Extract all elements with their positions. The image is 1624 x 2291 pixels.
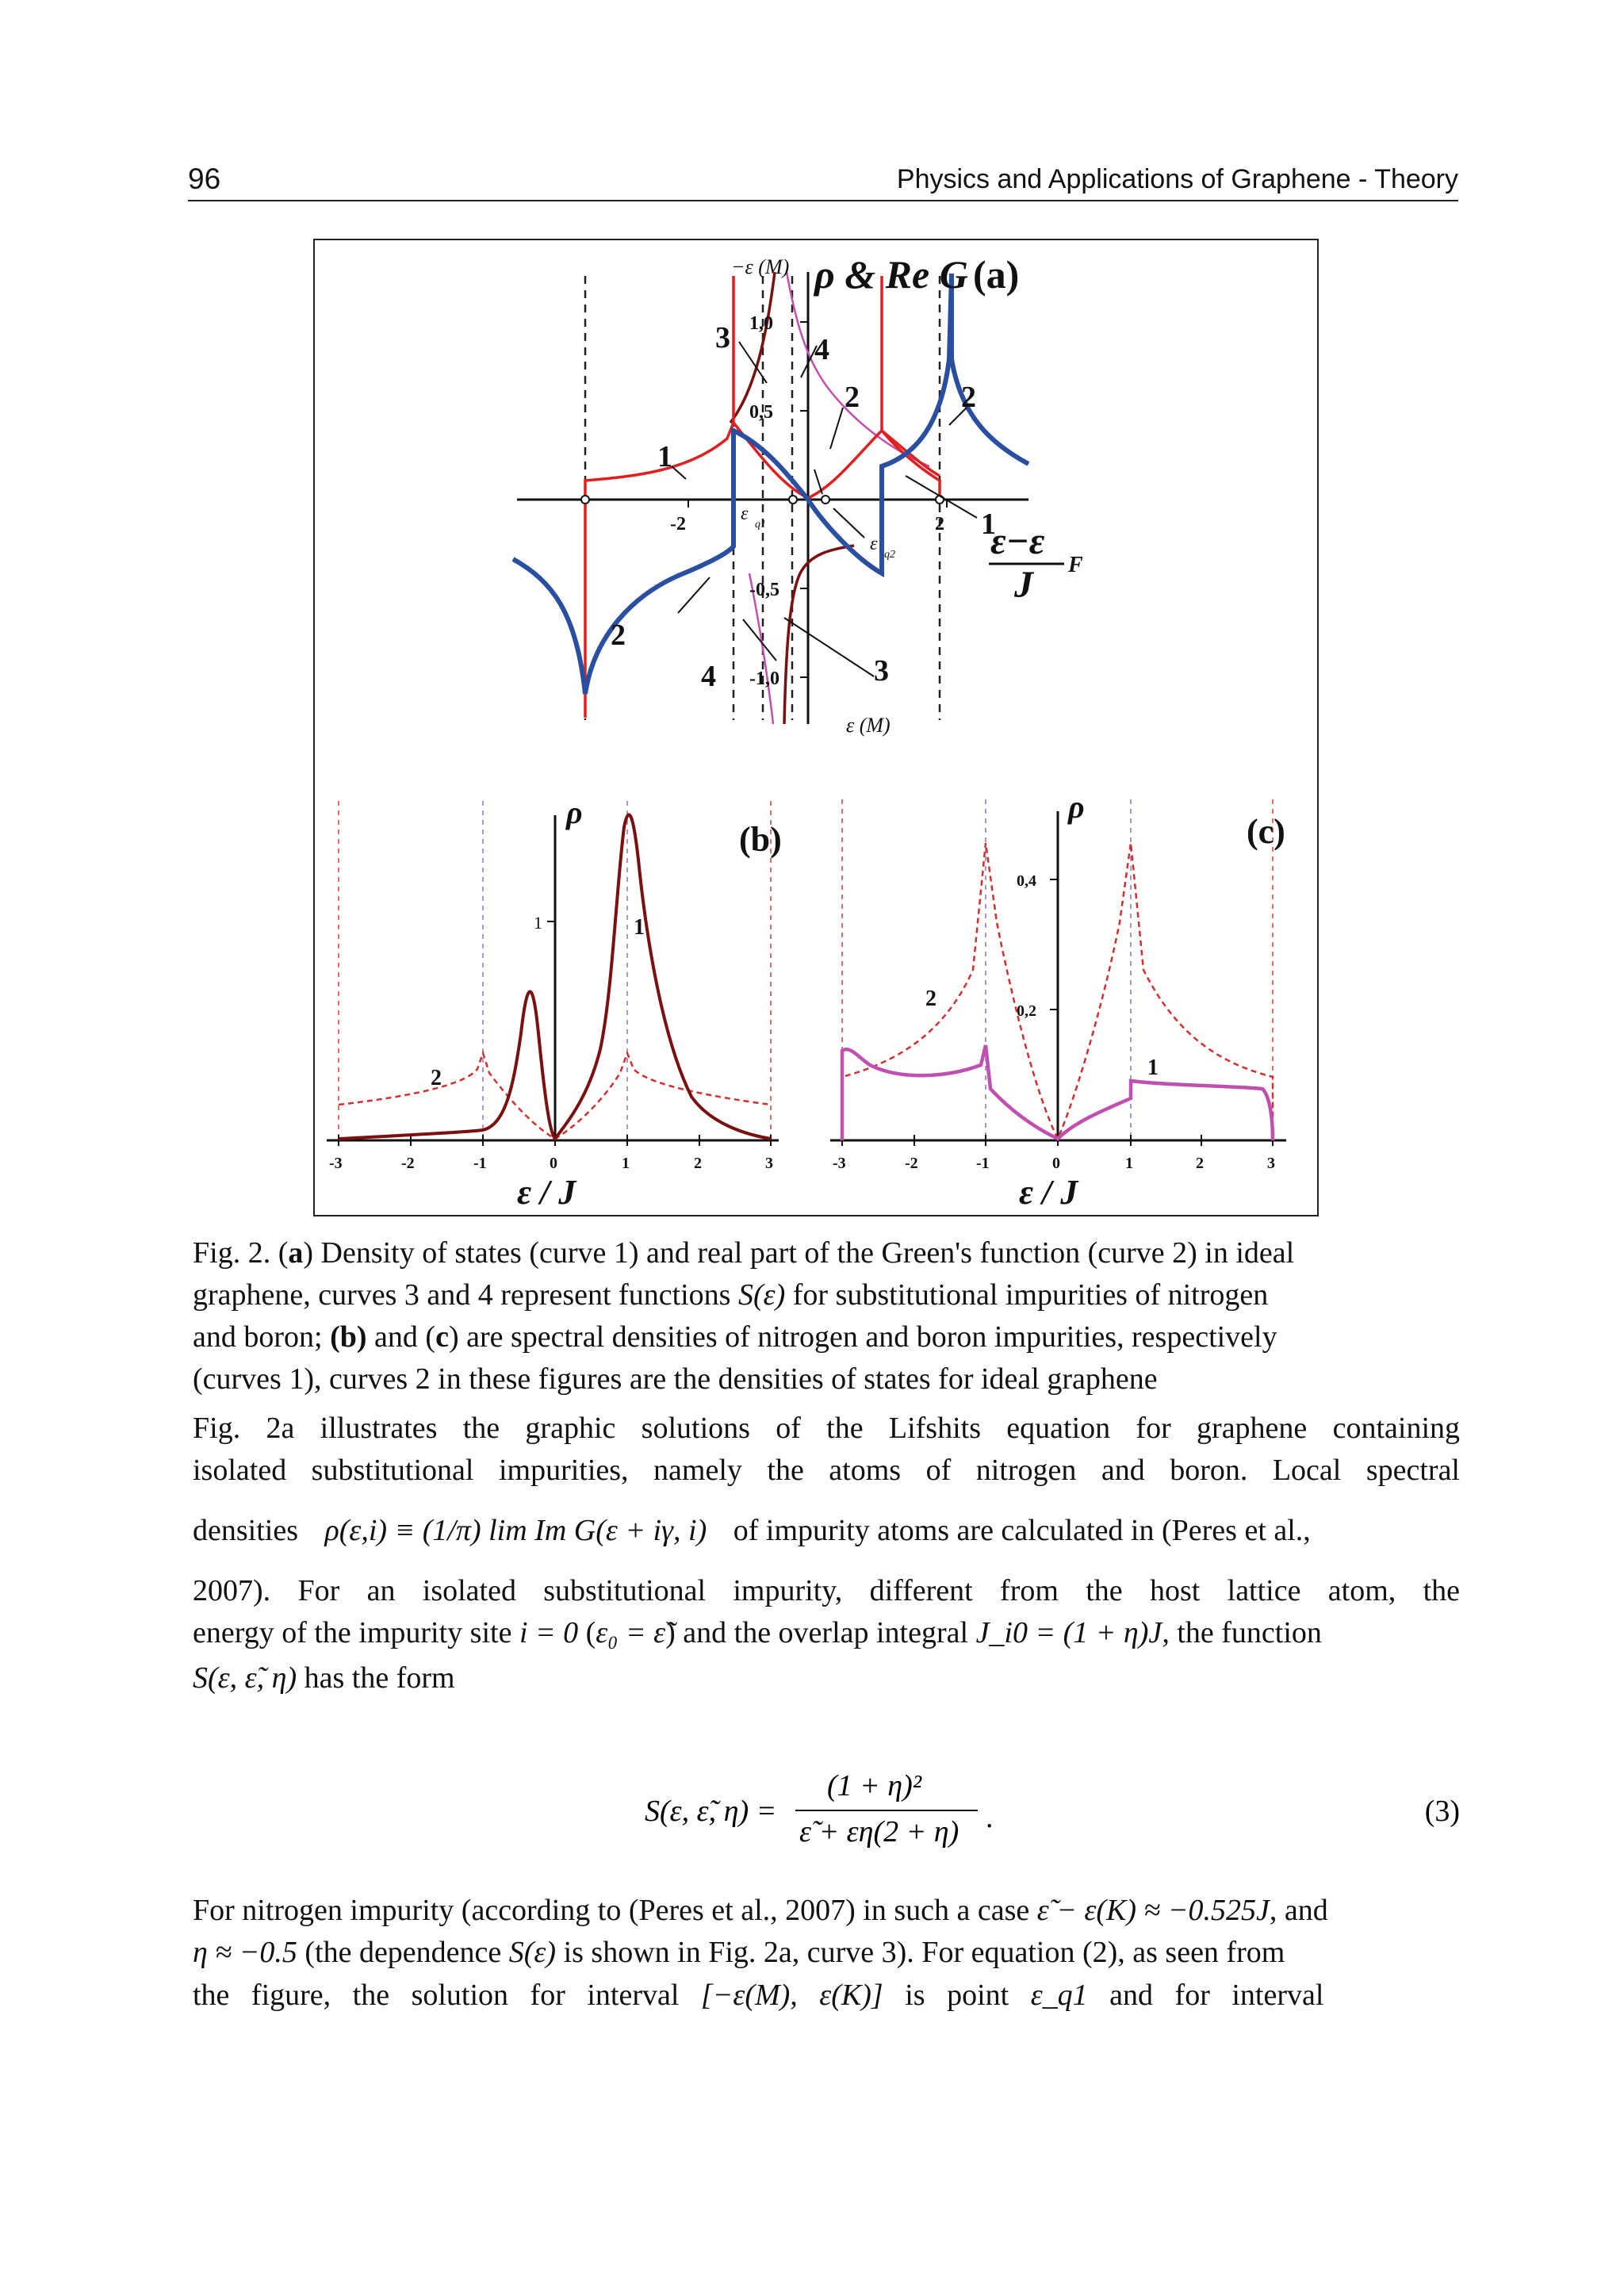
panel-c-y-label: ρ: [1068, 789, 1085, 825]
body-line: the figure, the solution for interval [−ε(M), ε(K)] is point ε_q1 and for interval: [193, 1979, 1324, 2012]
panel-b-curve-label-1: 1: [634, 915, 645, 940]
panel-a-y-bottom-label: ε (M): [846, 714, 891, 737]
panel-a-curve-label-2: 2: [611, 619, 626, 652]
panel-c-xtick: -2: [905, 1155, 918, 1172]
running-title: Physics and Applications of Graphene - Theory: [896, 164, 1458, 194]
panel-a-xtick: 2: [935, 514, 944, 534]
equation-3: S(ε, ε̃, η) = (1 + η)² ε̃ + εη(2 + η) . (3): [645, 1769, 1460, 1849]
equation-lhs: S(ε, ε̃, η) =: [645, 1795, 777, 1828]
panel-a-xtick: -2: [670, 514, 686, 534]
panel-a-curve-4: [749, 272, 929, 724]
panel-b-xtick: 2: [694, 1155, 702, 1172]
panel-a-label: (a): [973, 252, 1020, 297]
panel-a-curve-label-2: 2: [961, 381, 976, 414]
body-line-density: densities ρ(ε,i) ≡ (1/π) lim Im G(ε + iγ, i) of impurity atoms are calculated in (Peres et al.,: [193, 1514, 1311, 1547]
panel-c-xtick: 3: [1267, 1155, 1275, 1172]
body-line: Fig. 2a illustrates the graphic solutions of the Lifshits equation for graphene containing: [193, 1412, 1460, 1445]
panel-b-x-label: ε / J: [517, 1173, 576, 1212]
body-line: η ≈ −0.5 (the dependence S(ε) is shown in Fig. 2a, curve 3). For equation (2), as seen from: [193, 1936, 1285, 1969]
page-number: 96: [188, 163, 221, 195]
panel-c-xtick: -3: [833, 1155, 846, 1172]
figure-caption: Fig. 2. (a) Density of states (curve 1) and real part of the Green's function (curve 2) in ideal graphene, curves 3 and 4 represent functions S(ε) for substitutional impurities of nitrogen and boron; (b) and (c) are spectral densities of nitrogen and boron impurities, respectively (curves 1), curves 2 in these figures are the densities of states for ideal graphene: [193, 1236, 1295, 1396]
body-line: For nitrogen impurity (according to (Peres et al., 2007) in such a case ε̃ − ε(K) ≈ −0.525J, and: [193, 1894, 1328, 1927]
fraction-bar: [795, 1810, 978, 1811]
panel-c-ytick: 0,4: [1017, 872, 1036, 890]
panel-a-curve-label-3: 3: [874, 654, 889, 688]
running-header: [188, 163, 1458, 202]
panel-b-xtick: -1: [473, 1155, 487, 1172]
panel-a-ytick: -1,0: [749, 669, 779, 689]
body-line: isolated substitutional impurities, namely the atoms of nitrogen and boron. Local spectral: [193, 1454, 1460, 1487]
panel-a-curve-label-2: 2: [845, 381, 860, 414]
panel-c-xtick: 2: [1196, 1155, 1204, 1172]
panel-c-xtick: -1: [976, 1155, 990, 1172]
equation-numerator: (1 + η)²: [827, 1769, 922, 1803]
panel-a-curve-label-4: 4: [701, 660, 716, 693]
panel-a-x-label-num: ε−ε: [990, 520, 1045, 562]
panel-c-label: (c): [1247, 812, 1285, 851]
panel-a-curve-label-3: 3: [715, 321, 730, 354]
panel-b-ytick: 1: [534, 913, 542, 933]
body-line-form: S(ε, ε̃, η) has the form: [193, 1661, 455, 1695]
panel-a-ytick: -0,5: [749, 580, 779, 600]
panel-a-ytick: 0,5: [749, 402, 773, 423]
panel-b: [327, 795, 782, 1212]
panel-a-point-sub: q1: [755, 519, 766, 531]
panel-b-xtick: -2: [401, 1155, 415, 1172]
panel-a-curve-label-4: 4: [814, 333, 829, 366]
panel-a-point-label: ε: [870, 534, 878, 554]
panel-c-xtick: 0: [1052, 1155, 1060, 1172]
panel-c-curve-label-2: 2: [925, 987, 936, 1011]
figure-svg: [315, 240, 1317, 1215]
header-rule: [188, 200, 1458, 201]
panel-b-xtick: 1: [622, 1155, 630, 1172]
panel-a-curve-label-1: 1: [981, 508, 996, 541]
panel-b-curve-label-2: 2: [431, 1066, 442, 1090]
panel-a: [513, 252, 1083, 737]
panel-a-title: ρ & Re G: [814, 252, 968, 297]
panel-a-point-label: ε: [741, 504, 749, 524]
panel-a-curve-label-1: 1: [657, 440, 672, 473]
panel-a-point-sub: q2: [884, 549, 895, 561]
panel-a-x-label-sub: F: [1068, 553, 1083, 577]
panel-c-ytick: 0,2: [1017, 1002, 1036, 1020]
panel-c: [830, 789, 1286, 1212]
panel-b-xtick: -3: [329, 1155, 343, 1172]
panel-c-curve-label-1: 1: [1147, 1055, 1159, 1080]
panel-b-label: (b): [739, 820, 782, 859]
equation-number: (3): [1424, 1795, 1460, 1828]
density-formula: ρ(ε,i) ≡ (1/π) lim Im G(ε + iγ, i): [324, 1514, 707, 1547]
panel-a-x-label-den: J: [1014, 564, 1033, 606]
panel-c-xtick: 1: [1125, 1155, 1133, 1172]
panel-b-xtick: 3: [765, 1155, 773, 1172]
panel-b-y-label: ρ: [566, 795, 583, 830]
body-line-energy: energy of the impurity site i = 0 (ε₀ = ε̃) and the overlap integral J_i0 = (1 + η)J, the function: [193, 1616, 1322, 1649]
panel-a-curve-2: [513, 274, 1028, 694]
panel-b-xtick: 0: [550, 1155, 557, 1172]
panel-a-ytick: 1,0: [749, 313, 773, 334]
panel-c-x-label: ε / J: [1019, 1173, 1078, 1212]
panel-a-arrows: [672, 342, 977, 676]
equation-denominator: ε̃ + εη(2 + η): [799, 1815, 959, 1849]
panel-a-y-top-label: −ε (M): [731, 255, 790, 278]
figure-2: [313, 239, 1319, 1216]
body-line: 2007). For an isolated substitutional impurity, different from the host lattice atom, the: [193, 1574, 1460, 1607]
